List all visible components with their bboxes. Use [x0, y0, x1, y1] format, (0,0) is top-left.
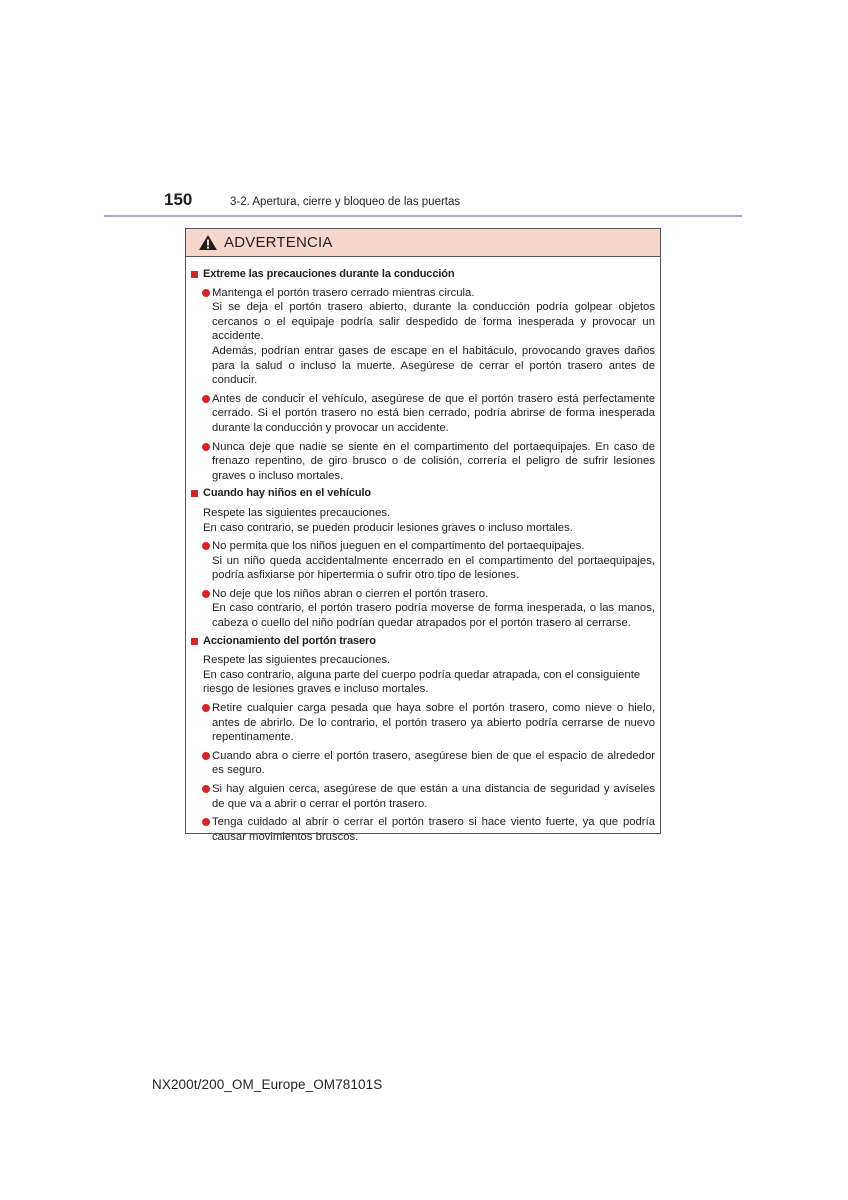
- footer-doc-code: NX200t/200_OM_Europe_OM78101S: [152, 1077, 383, 1092]
- bullet-text: [212, 392, 655, 436]
- red-square-icon: [191, 638, 198, 645]
- paragraph: Respete las siguientes precauciones.: [203, 654, 391, 667]
- section-intro: [203, 506, 655, 535]
- header-rule: [104, 215, 742, 217]
- paragraph: Retire cualquier carga pesada que haya sobre el portón trasero, como nieve o hielo, antes de abrirlo. De lo contrario, el portón trasero ya abierto podría cerrarse de nuevo repentinamente.: [212, 702, 655, 744]
- red-dot-icon: [202, 704, 210, 712]
- red-dot-icon: [202, 752, 210, 760]
- list-item: [202, 701, 655, 745]
- section-heading: [190, 267, 655, 282]
- paragraph: Antes de conducir el vehículo, asegúrese de que el portón trasero está perfectamente cerrado. Si el portón trasero no está bien cerrado, podría abrirse de forma inesperada durante la conducción y provocar un accidente.: [212, 392, 655, 434]
- warning-header: [186, 229, 660, 257]
- paragraph: En caso contrario, se pueden producir lesiones graves o incluso mortales.: [203, 521, 573, 534]
- paragraph: Nunca deje que nadie se siente en el compartimento del portaequipajes. En caso de frenazo repentino, de giro brusco o de colisión, correría el peligro de sufrir lesiones graves o incluso mortales.: [212, 440, 655, 482]
- warning-triangle-icon: [198, 234, 218, 251]
- red-dot-icon: [202, 443, 210, 451]
- warning-title: ADVERTENCIA: [224, 234, 333, 251]
- bullet-text: [212, 815, 655, 844]
- list-item: [202, 587, 655, 631]
- section-heading: [190, 486, 655, 501]
- warning-section: [190, 267, 655, 483]
- paragraph: En caso contrario, el portón trasero podría moverse de forma inesperada, o las manos, cabeza o cuello del niño podrían quedar atrapados por el portón trasero al cerrarse.: [212, 602, 655, 630]
- warning-section: [190, 486, 655, 630]
- red-dot-icon: [202, 289, 210, 297]
- warning-section: [190, 634, 655, 845]
- bullet-text: [212, 701, 655, 745]
- red-square-icon: [191, 271, 198, 278]
- list-item: [202, 286, 655, 388]
- paragraph: Si hay alguien cerca, asegúrese de que están a una distancia de seguridad y avíseles de que va a abrir o cerrar el portón trasero.: [212, 783, 655, 810]
- section-heading-text: Accionamiento del portón trasero: [203, 634, 376, 647]
- bullet-text: [212, 539, 655, 583]
- bullet-text: [212, 749, 655, 778]
- paragraph: Cuando abra o cierre el portón trasero, asegúrese bien de que el espacio de alrededor es seguro.: [212, 749, 655, 777]
- paragraph: No permita que los niños jueguen en el compartimento del portaequipajes.: [212, 540, 585, 553]
- list-item: [202, 815, 655, 844]
- list-item: [202, 539, 655, 583]
- section-title: 3-2. Apertura, cierre y bloqueo de las puertas: [230, 196, 461, 208]
- paragraph: Además, podrían entrar gases de escape en el habitáculo, provocando graves daños para la salud o incluso la muerte. Asegúrese de cerrar el portón trasero antes de conducir.: [212, 344, 655, 387]
- bullet-text: [212, 782, 655, 811]
- list-item: [202, 749, 655, 778]
- red-square-icon: [191, 490, 198, 497]
- list-item: [202, 440, 655, 484]
- bullet-text: [212, 587, 655, 631]
- section-heading: [190, 634, 655, 649]
- paragraph: Mantenga el portón trasero cerrado mientras circula.: [212, 286, 475, 299]
- red-dot-icon: [202, 542, 210, 550]
- paragraph: En caso contrario, alguna parte del cuerpo podría quedar atrapada, con el consiguiente riesgo de lesiones graves e incluso mortales.: [203, 668, 641, 696]
- paragraph: Respete las siguientes precauciones.: [203, 506, 391, 519]
- list-item: [202, 392, 655, 436]
- paragraph: Tenga cuidado al abrir o cerrar el portón trasero si hace viento fuerte, ya que podría causar movimientos bruscos.: [212, 816, 655, 843]
- section-heading-text: Extreme las precauciones durante la conducción: [203, 268, 455, 280]
- page-number: 150: [164, 190, 193, 209]
- red-dot-icon: [202, 590, 210, 598]
- list-item: [202, 782, 655, 811]
- warning-box: [185, 228, 661, 843]
- red-dot-icon: [202, 785, 210, 793]
- bullet-text: [212, 440, 655, 484]
- paragraph: Si se deja el portón trasero abierto, durante la conducción podría golpear objetos cercanos o el equipaje podría salir despedido de forma inesperada y provocar un accidente.: [212, 301, 655, 343]
- red-dot-icon: [202, 395, 210, 403]
- red-dot-icon: [202, 818, 210, 826]
- section-heading-text: Cuando hay niños en el vehículo: [203, 487, 372, 500]
- paragraph: Si un niño queda accidentalmente encerrado en el compartimento del portaequipajes, podría asfixiarse por hipertermia o sufrir otro tipo de lesiones.: [212, 554, 655, 582]
- paragraph: No deje que los niños abran o cierren el portón trasero.: [212, 587, 489, 600]
- section-intro: [203, 653, 655, 697]
- bullet-text: [212, 286, 655, 388]
- warning-content: [186, 257, 660, 844]
